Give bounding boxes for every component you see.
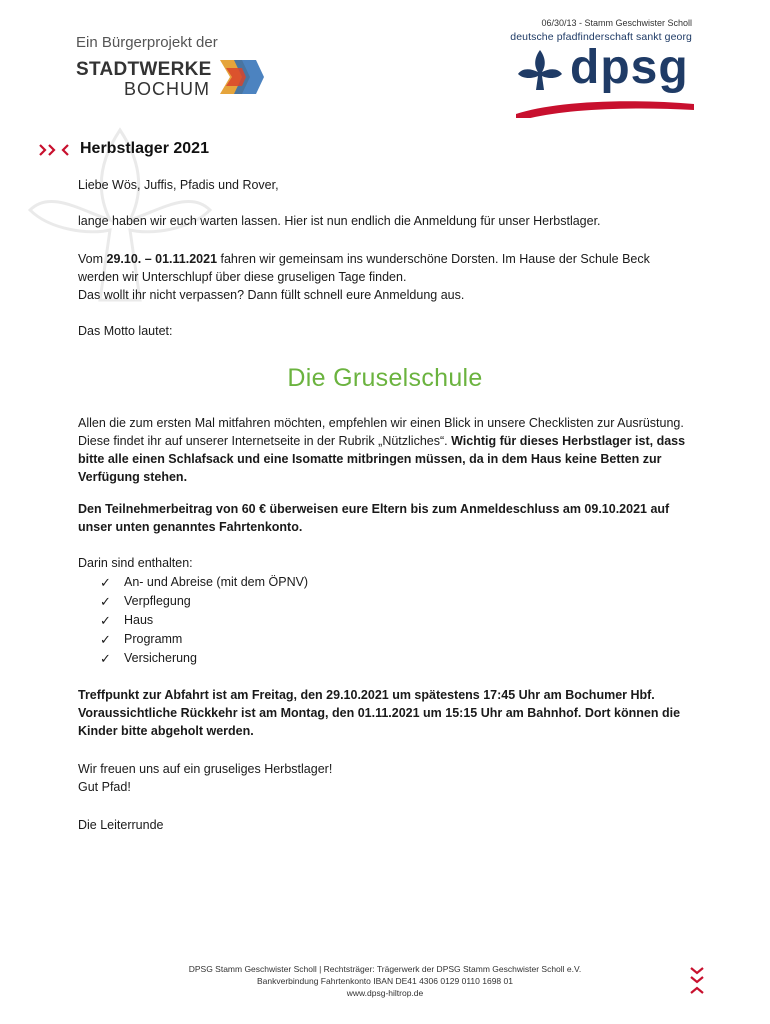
sponsor-tagline: Ein Bürgerprojekt der [76,34,218,51]
return-info: Voraussichtliche Rückkehr ist am Montag, den 01.11.2021 um 15:15 Uhr am Bahnhof. Dort können die Kinder bitte abgeholt werden. [78,706,681,738]
closing-line-1: Wir freuen uns auf ein gruseliges Herbstlager! [78,762,333,776]
footer-link[interactable]: www.dpsg-hiltrop.de [346,988,424,998]
list-item: ✓ Programm [100,632,183,647]
checkmark-icon: ✓ [100,594,111,609]
dpsg-wordmark: dpsg [570,41,689,94]
letter-title: Herbstlager 2021 [80,140,209,157]
sponsor-city: BOCHUM [124,79,210,99]
stadtwerke-bochum-logo [76,34,276,104]
checkmark-icon: ✓ [100,651,111,666]
footer-line-1: DPSG Stamm Geschwister Scholl | Rechtsträger: Trägerwerk der DPSG Stamm Geschwister Scholl e.V. [188,964,582,974]
list-item: ✓ An- und Abreise (mit dem ÖPNV) [100,575,309,590]
footer-line-2: Bankverbindung Fahrtenkonto IBAN DE41 4306 0129 0110 1698 01 [257,976,513,986]
sponsor-name: STADTWERKE [76,59,212,80]
meeting-point: Treffpunkt zur Abfahrt ist am Freitag, den 29.10.2021 um spätestens 17:45 Uhr am Bochumer Hbf. [78,688,655,702]
dpsg-stamm-label: 06/30/13 - Stamm Geschwister Scholl [541,18,692,28]
date-range: 29.10. – 01.11.2021 [106,252,218,266]
date-prefix: Vom [78,252,107,266]
fee-paragraph: Den Teilnehmerbeitrag von 60 € überweisen eure Eltern bis zum Anmeldeschluss am 09.10.2021 auf unser unten genanntes Fahrtenkonto. [78,502,670,534]
list-item: ✓ Verpflegung [100,594,191,609]
red-chevrons-icon [38,143,74,157]
list-item: ✓ Versicherung [100,651,197,666]
checkmark-icon: ✓ [100,575,111,590]
motto-heading: Die Gruselschule [287,364,483,392]
date-paragraph [78,250,688,286]
dpsg-full-name: deutsche pfadfinderschaft sankt georg [510,31,692,43]
included-list [100,573,308,668]
footer [120,963,650,999]
signature: Die Leiterrunde [78,818,164,832]
greeting: Liebe Wös, Juffis, Pfadis und Rover, [78,178,279,192]
call-to-action: Das wollt ihr nicht verpassen? Dann füllt schnell eure Anmeldung aus. [78,288,465,302]
stadtwerke-mark-icon [216,56,268,98]
checkmark-icon: ✓ [100,613,111,628]
intro-paragraph: lange haben wir euch warten lassen. Hier ist nun endlich die Anmeldung für unser Herbstlager. [78,214,601,228]
list-item: ✓ Haus [100,613,154,628]
date-rest: fahren wir gemeinsam ins wunderschöne Dorsten. Im Hause der Schule Beck werden wir Unterschlupf über diese gruseligen Tage finden. [78,252,650,284]
checklist-text: Allen die zum ersten Mal mitfahren möchten, empfehlen wir einen Blick in unsere Checklisten zur Ausrüstung. Diese findet ihr auf unserer Internetseite in der Rubrik „Nützliches“. [78,416,684,448]
checklist-important: Wichtig für dieses Herbstlager ist, dass bitte alle einen Schlafsack und eine Isomatte mitbringen müssen, da in dem Haus keine Betten zur Verfügung stehen. [78,434,686,484]
closing-line-2: Gut Pfad! [78,780,131,794]
checkmark-icon: ✓ [100,632,111,647]
motto-intro: Das Motto lautet: [78,324,173,338]
checklist-paragraph [78,414,688,486]
footer-chevrons-icon [689,966,705,996]
dpsg-logo [512,18,698,118]
included-intro: Darin sind enthalten: [78,556,193,570]
